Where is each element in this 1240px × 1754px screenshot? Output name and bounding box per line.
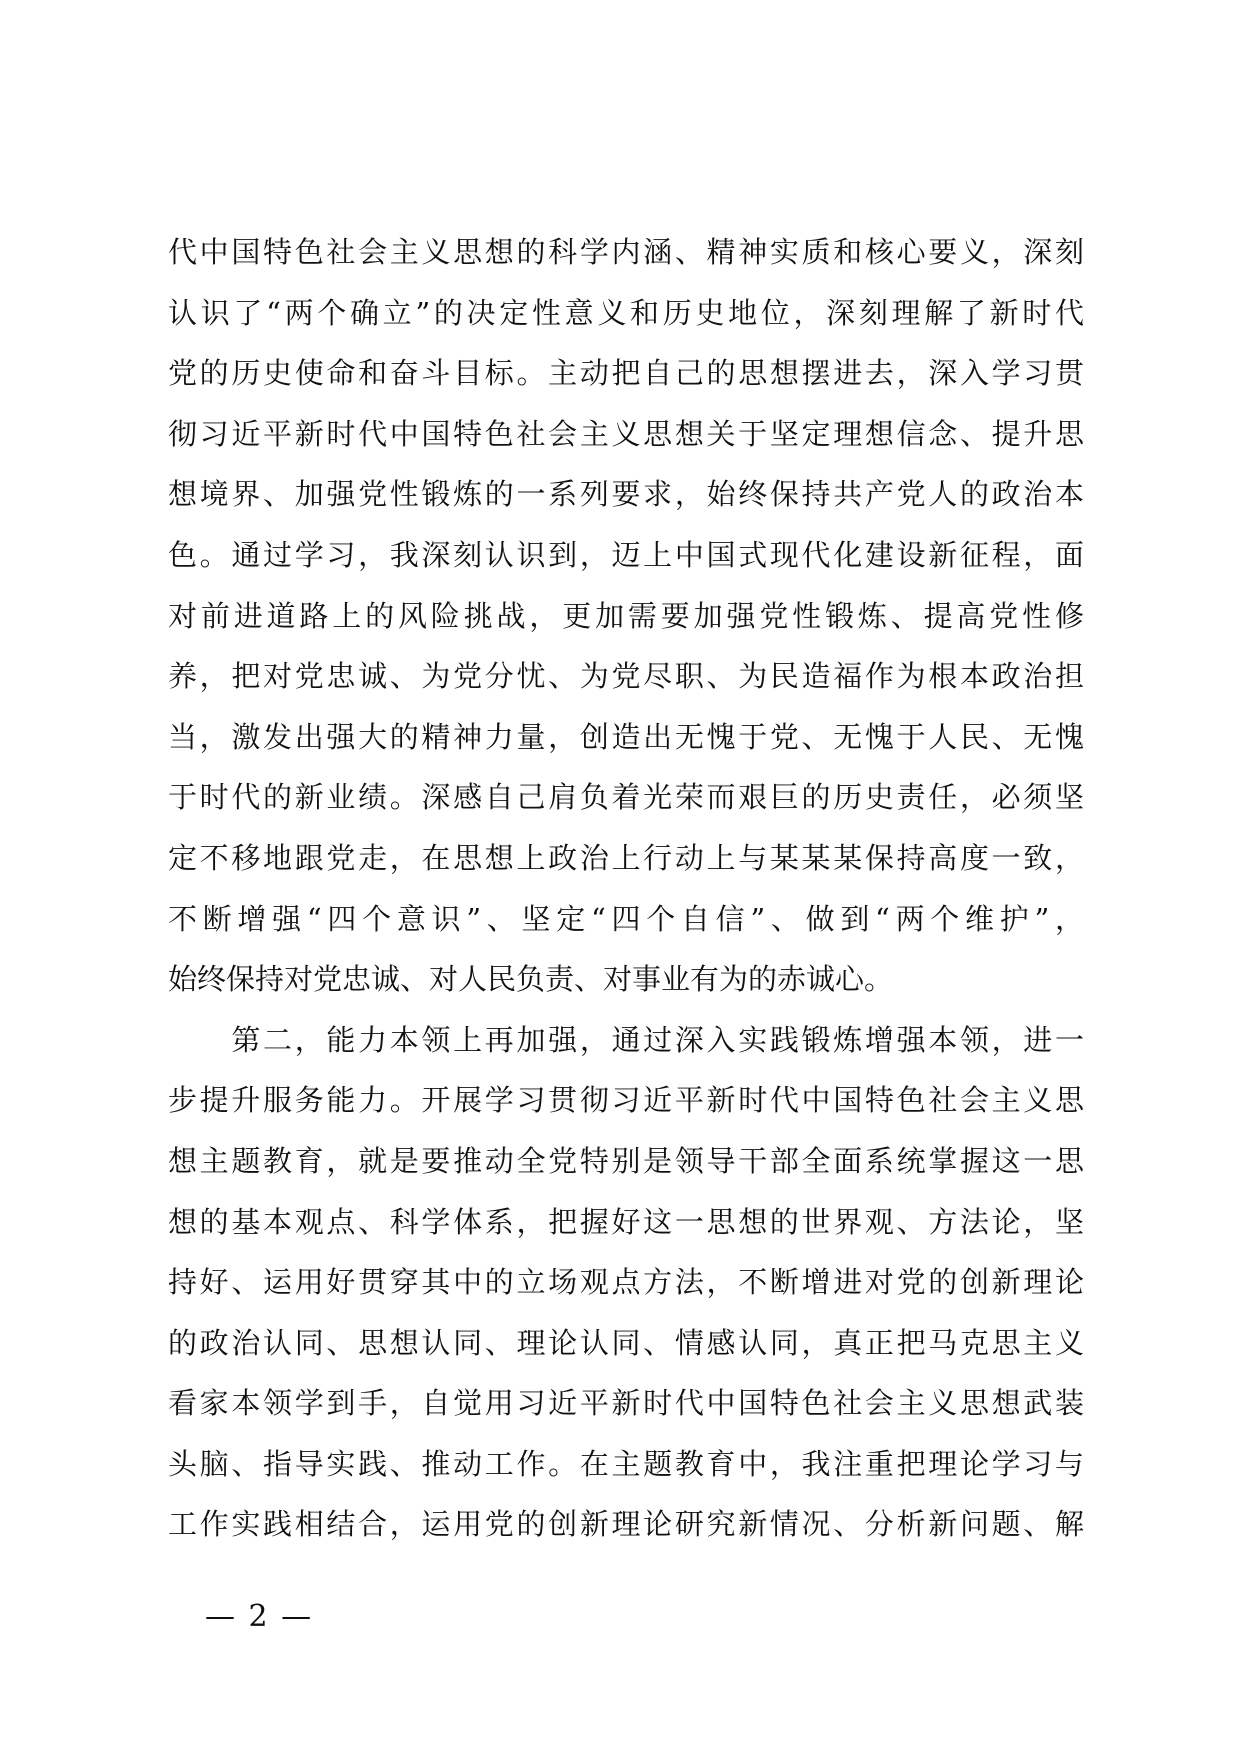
body-text [168,222,1084,1555]
text-line: 步提升服务能力。开展学习贯彻习近平新时代中国特色社会主义思 [168,1083,1084,1118]
text-line: 对前进道路上的风险挑战，更加需要加强党性锻炼、提高党性修 [168,598,1084,633]
text-line: 看家本领学到手，自觉用习近平新时代中国特色社会主义思想武装 [168,1386,1084,1421]
text-line: 当，激发出强大的精神力量，创造出无愧于党、无愧于人民、无愧 [168,719,1084,754]
text-line: 头脑、指导实践、推动工作。在主题教育中，我注重把理论学习与 [168,1446,1084,1481]
text-line: 党的历史使命和奋斗目标。主动把自己的思想摆进去，深入学习贯 [168,356,1084,391]
text-line: 于时代的新业绩。深感自己肩负着光荣而艰巨的历史责任，必须坚 [168,780,1084,815]
text-line: 的政治认同、思想认同、理论认同、情感认同，真正把马克思主义 [168,1325,1084,1360]
text-line: 彻习近平新时代中国特色社会主义思想关于坚定理想信念、提升思 [168,416,1084,451]
page-number: — 2 — [205,1599,314,1634]
text-line: 养，把对党忠诚、为党分忧、为党尽职、为民造福作为根本政治担 [168,659,1084,694]
text-line: 持好、运用好贯穿其中的立场观点方法，不断增进对党的创新理论 [168,1265,1084,1300]
text-line: 始终保持对党忠诚、对人民负责、对事业有为的赤诚心。 [168,962,894,997]
text-line: 想境界、加强党性锻炼的一系列要求，始终保持共产党人的政治本 [168,477,1084,512]
text-line: 定不移地跟党走，在思想上政治上行动上与某某某保持高度一致， [168,840,1084,875]
text-line: 工作实践相结合，运用党的创新理论研究新情况、分析新问题、解 [168,1507,1084,1542]
text-line: 不断增强“四个意识”、坚定“四个自信”、做到“两个维护”， [168,901,1084,936]
text-line: 认识了“两个确立”的决定性意义和历史地位，深刻理解了新时代 [168,295,1084,330]
text-line: 想主题教育，就是要推动全党特别是领导干部全面系统掌握这一思 [168,1143,1084,1178]
text-line: 代中国特色社会主义思想的科学内涵、精神实质和核心要义，深刻 [168,235,1084,269]
text-line: 想的基本观点、科学体系，把握好这一思想的世界观、方法论，坚 [168,1204,1084,1239]
text-line: 第二，能力本领上再加强，通过深入实践锻炼增强本领，进一 [168,1022,1084,1057]
text-line: 色。通过学习，我深刻认识到，迈上中国式现代化建设新征程，面 [168,537,1084,572]
